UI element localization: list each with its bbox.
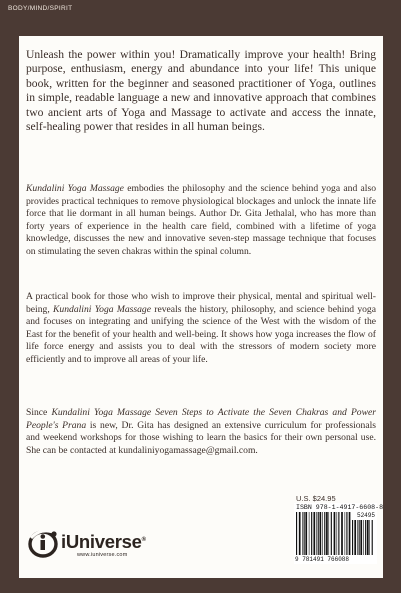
barcode-addon-number: 52495 — [356, 512, 375, 519]
category-label: BODY/MIND/SPIRIT — [8, 5, 73, 12]
description-paragraph — [26, 183, 376, 259]
publisher-logo — [28, 528, 178, 558]
book-full-title-italic: Kundalini Yoga Massage Seven Steps to Activate the Seven Chakras and Power People's Prana — [26, 407, 376, 431]
ean-number: 9 781491 766088 — [295, 556, 350, 563]
benefits-paragraph — [26, 291, 376, 367]
price-label: U.S. $24.95 — [296, 494, 336, 503]
barcode-block — [294, 503, 384, 564]
book-title-italic: Kundalini Yoga Massage — [53, 303, 151, 315]
benefits-text-end: reveals the history, philosophy, and science behind yoga and focuses on integrating and unifying the science of the West with the wisdom of the East for the benefit of your health and well-being. It shows how yoga increases the flow of life force energy and assists you to deal with the stressors of modern society more efficiently and to improve all areas of your life. — [26, 303, 376, 365]
contact-paragraph — [26, 407, 376, 457]
isbn-number: ISBN 978-1-4917-6608-8 — [296, 504, 384, 511]
benefits-text-start: A practical book for those who wish to improve their physical, mental and spiritual well-being, — [26, 291, 376, 315]
publisher-url: www.iuniverse.com — [77, 552, 128, 558]
barcode-addon-icon — [352, 520, 374, 555]
iuniverse-logo-icon — [28, 528, 60, 558]
publisher-name: iUniverse® — [61, 531, 146, 552]
contact-text-start: Since — [26, 407, 52, 418]
intro-paragraph: Unleash the power within you! Dramatically improve your health! Bring purpose, enthusiasm, energy and abundance into your life! This unique book, written for the beginner and seasoned practitioner of Yoga, outlines in simple, readable language a new and innovative approach that combines two ancient arts of Yoga and Massage to activate and access the innate, self-healing power that resides in all human beings. — [26, 48, 376, 134]
description-text: embodies the philosophy and the science behind yoga and also provides practical techniques to remove physiological blockages and unlock the innate life force that lie dormant in all human beings. Author Dr. Gita Jethalal, who has more than forty years of experience in the health care field, combined with a lifetime of yoga knowledge, discusses the new and innovative seven-step massage technique that focuses on stimulating the seven chakras within the spinal column. — [26, 183, 376, 257]
book-title-italic: Kundalini Yoga Massage — [26, 183, 124, 194]
contact-text-end: is new, Dr. Gita has designed an extensive curriculum for professionals and weekend workshops for those wishing to learn the basics for their own personal use. She can be contacted at kundaliniyogamassage@gmail.com. — [26, 419, 376, 456]
barcode-icon — [296, 512, 352, 555]
